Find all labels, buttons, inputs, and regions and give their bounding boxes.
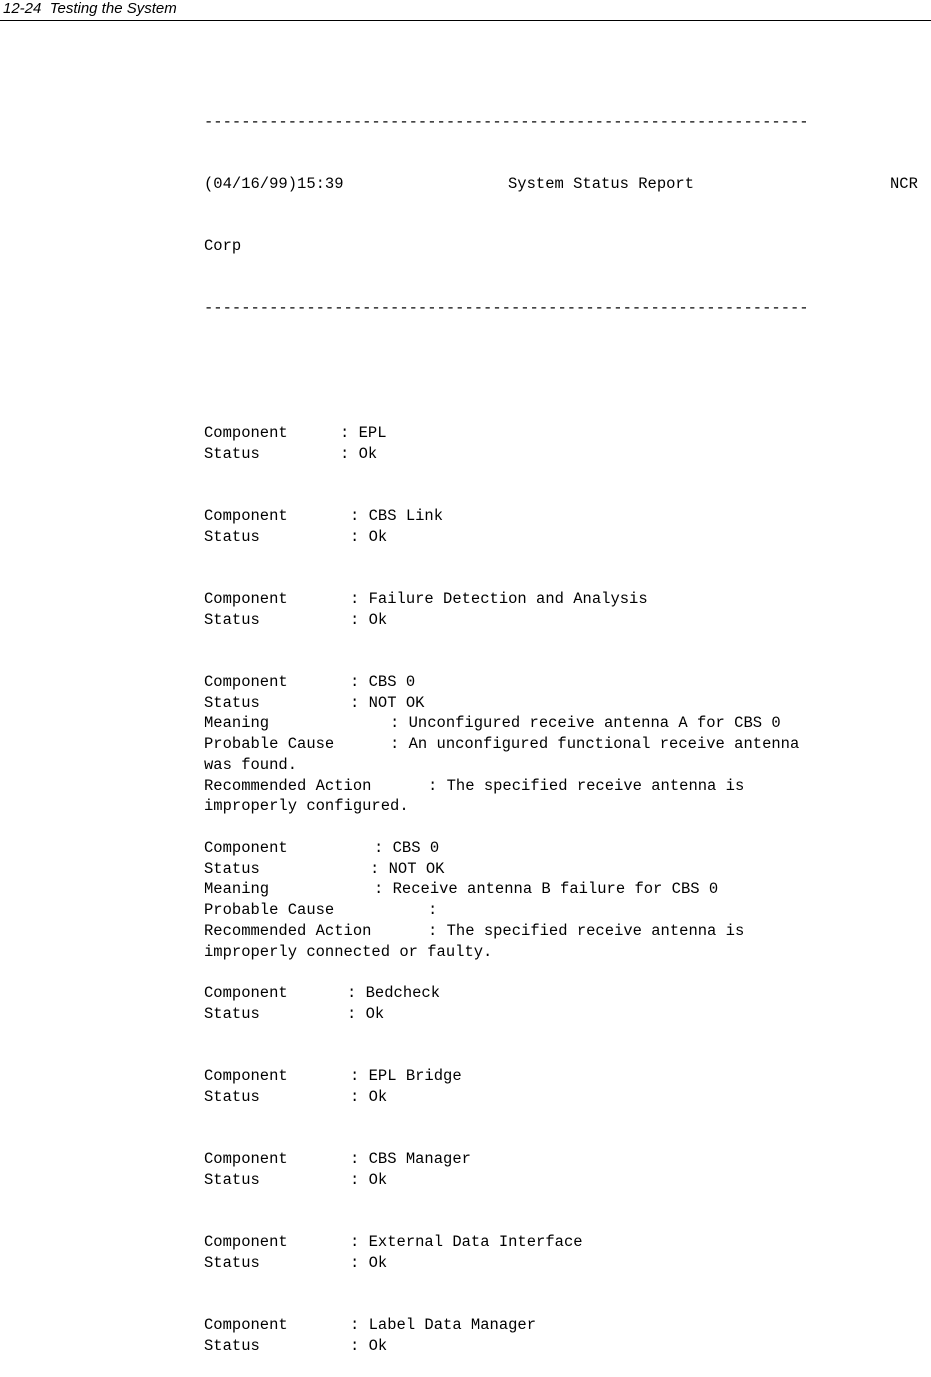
component-field-separator: : EPL bbox=[340, 423, 387, 442]
status-field bbox=[204, 1336, 931, 1357]
status-field bbox=[204, 610, 931, 631]
blank-line bbox=[204, 568, 931, 589]
status-entry bbox=[204, 1149, 931, 1232]
status-field-label: Status bbox=[204, 1087, 260, 1106]
status-field bbox=[204, 1004, 931, 1025]
status-entry bbox=[204, 423, 931, 506]
meaning-field-value: Receive antenna B failure for CBS 0 bbox=[392, 880, 719, 899]
status-field-value: Ok bbox=[368, 610, 388, 629]
component-field-label: Component bbox=[204, 1150, 288, 1168]
probable-cause-field-label: Probable Cause bbox=[204, 735, 335, 753]
status-entry bbox=[204, 1232, 931, 1315]
status-field-separator: : Ok bbox=[340, 444, 378, 463]
status-entry bbox=[204, 983, 931, 1066]
component-field-separator: : Label Data Manager bbox=[350, 1316, 537, 1334]
report-company-continued: Corp bbox=[204, 237, 242, 255]
component-field-value: EPL bbox=[358, 423, 387, 442]
report-entries bbox=[204, 423, 931, 1357]
component-field-label: Component bbox=[204, 589, 288, 608]
component-field-value: Bedcheck bbox=[365, 984, 441, 1002]
status-field-value: Ok bbox=[358, 444, 378, 463]
status-field-value: Ok bbox=[368, 1087, 388, 1106]
component-field bbox=[204, 423, 931, 444]
blank-line bbox=[204, 1191, 931, 1212]
component-field-value: CBS 0 bbox=[368, 672, 416, 691]
status-field-label: Status bbox=[204, 693, 260, 712]
status-field-label: Status bbox=[204, 444, 260, 463]
recommended-action-continued: improperly configured. bbox=[204, 797, 409, 816]
component-field-label: Component bbox=[204, 1233, 288, 1251]
component-field bbox=[204, 589, 931, 610]
recommended-action-field-label: Recommended Action bbox=[204, 921, 372, 940]
probable-cause-field-separator: : bbox=[428, 901, 438, 919]
status-field-separator: : NOT OK bbox=[370, 859, 445, 878]
component-field-label: Component bbox=[204, 838, 288, 857]
status-field bbox=[204, 444, 931, 465]
blank-line bbox=[204, 651, 931, 672]
status-field bbox=[204, 859, 931, 880]
component-field-separator: : CBS 0 bbox=[374, 838, 440, 857]
recommended-action-field-value: The specified receive antenna is bbox=[446, 776, 745, 795]
status-field bbox=[204, 527, 931, 548]
status-entry bbox=[204, 1315, 931, 1357]
page-header-title: 12-24 Testing the System bbox=[3, 0, 177, 17]
status-field-separator: : Ok bbox=[350, 1253, 388, 1272]
status-field-separator: : Ok bbox=[350, 527, 388, 546]
status-field-separator: : Ok bbox=[350, 1336, 388, 1355]
status-field-label: Status bbox=[204, 527, 260, 546]
component-field-label: Component bbox=[204, 506, 288, 525]
blank-line bbox=[204, 1294, 931, 1315]
blank-line bbox=[204, 1211, 931, 1232]
blank-line bbox=[204, 1108, 931, 1129]
status-entry bbox=[204, 1066, 931, 1149]
status-field bbox=[204, 693, 931, 714]
component-field-value: CBS Link bbox=[368, 506, 444, 525]
component-field-value: Failure Detection and Analysis bbox=[368, 589, 648, 608]
blank-line bbox=[204, 630, 931, 651]
status-field bbox=[204, 1170, 931, 1191]
report-divider-top: ----------------------------------------------------------------- bbox=[204, 112, 809, 131]
component-field-value: External Data Interface bbox=[368, 1233, 583, 1251]
component-field-label: Component bbox=[204, 423, 288, 442]
blank-line bbox=[204, 485, 931, 506]
status-field-value: Ok bbox=[365, 1004, 385, 1023]
component-field-separator: : CBS Link bbox=[350, 506, 444, 525]
component-field-value: CBS 0 bbox=[392, 838, 440, 857]
component-field-value: EPL Bridge bbox=[368, 1067, 462, 1085]
recommended-action-field-value: The specified receive antenna is bbox=[446, 921, 745, 940]
status-field-separator: : Ok bbox=[350, 1087, 388, 1106]
status-field-separator: : Ok bbox=[347, 1004, 385, 1023]
recommended-action-continued: improperly connected or faulty. bbox=[204, 942, 493, 961]
status-field-value: NOT OK bbox=[388, 859, 445, 878]
meaning-field-value: Unconfigured receive antenna A for CBS 0 bbox=[408, 714, 781, 733]
status-field-label: Status bbox=[204, 610, 260, 629]
blank-line bbox=[204, 1025, 931, 1046]
probable-cause-continued: was found. bbox=[204, 755, 298, 774]
status-entry bbox=[204, 838, 931, 983]
component-field bbox=[204, 983, 931, 1004]
component-field bbox=[204, 1315, 931, 1336]
recommended-action-field-label: Recommended Action bbox=[204, 776, 372, 795]
meaning-field-separator: : Unconfigured receive antenna A for CBS 0 bbox=[390, 714, 781, 733]
blank-line bbox=[204, 464, 931, 485]
blank-line bbox=[204, 817, 931, 838]
component-field bbox=[204, 506, 931, 527]
component-field-value: CBS Manager bbox=[368, 1150, 471, 1168]
probable-cause-field-label: Probable Cause bbox=[204, 901, 335, 919]
meaning-field-label: Meaning bbox=[204, 714, 270, 733]
component-field-separator: : CBS 0 bbox=[350, 672, 416, 691]
component-field-separator: : EPL Bridge bbox=[350, 1067, 462, 1085]
status-field-separator: : Ok bbox=[350, 610, 388, 629]
component-field-label: Component bbox=[204, 1316, 288, 1334]
component-field-label: Component bbox=[204, 984, 288, 1002]
component-field bbox=[204, 672, 931, 693]
status-field-separator: : NOT OK bbox=[350, 693, 425, 712]
component-field-separator: : Failure Detection and Analysis bbox=[350, 589, 648, 608]
blank-line bbox=[204, 962, 931, 983]
recommended-action-field bbox=[204, 776, 931, 797]
blank-line bbox=[204, 547, 931, 568]
status-field bbox=[204, 1253, 931, 1274]
component-field-separator: : CBS Manager bbox=[350, 1150, 471, 1168]
status-field-value: Ok bbox=[368, 1336, 388, 1355]
report-divider-bottom: ----------------------------------------------------------------- bbox=[204, 299, 809, 318]
status-field-label: Status bbox=[204, 859, 260, 878]
recommended-action-field-separator: : The specified receive antenna is bbox=[428, 921, 745, 940]
status-field-label: Status bbox=[204, 1336, 260, 1355]
component-field bbox=[204, 838, 931, 859]
component-field bbox=[204, 1149, 931, 1170]
component-field bbox=[204, 1066, 931, 1087]
status-field-label: Status bbox=[204, 1004, 260, 1023]
status-entry bbox=[204, 506, 931, 589]
status-field-value: Ok bbox=[368, 527, 388, 546]
report-title: System Status Report bbox=[508, 174, 695, 193]
component-field bbox=[204, 1232, 931, 1253]
system-status-report bbox=[204, 70, 931, 1377]
blank-line bbox=[204, 1274, 931, 1295]
meaning-field-separator: : Receive antenna B failure for CBS 0 bbox=[374, 880, 719, 899]
status-field-value: Ok bbox=[368, 1170, 388, 1189]
probable-cause-field bbox=[204, 734, 931, 755]
probable-cause-field-separator: : An unconfigured functional receive antenna bbox=[390, 735, 800, 753]
recommended-action-field-separator: : The specified receive antenna is bbox=[428, 776, 745, 795]
probable-cause-field-value: An unconfigured functional receive antenna bbox=[408, 735, 800, 753]
meaning-field-label: Meaning bbox=[204, 880, 270, 899]
status-field-value: Ok bbox=[368, 1253, 388, 1272]
recommended-action-field bbox=[204, 921, 931, 942]
status-field-label: Status bbox=[204, 1253, 260, 1272]
probable-cause-field bbox=[204, 900, 931, 921]
blank-line bbox=[204, 361, 931, 382]
component-field-value: Label Data Manager bbox=[368, 1316, 537, 1334]
status-field-separator: : Ok bbox=[350, 1170, 388, 1189]
blank-line bbox=[204, 1128, 931, 1149]
status-field-label: Status bbox=[204, 1170, 260, 1189]
meaning-field bbox=[204, 713, 931, 734]
component-field-label: Component bbox=[204, 672, 288, 691]
status-field-value: NOT OK bbox=[368, 693, 425, 712]
report-title-row bbox=[204, 174, 931, 195]
status-field bbox=[204, 1087, 931, 1108]
component-field-label: Component bbox=[204, 1067, 288, 1085]
report-timestamp: (04/16/99)15:39 bbox=[204, 174, 344, 193]
component-field-separator: : External Data Interface bbox=[350, 1233, 583, 1251]
meaning-field bbox=[204, 879, 931, 900]
report-company: NCR bbox=[890, 174, 918, 193]
component-field-separator: : Bedcheck bbox=[347, 984, 441, 1002]
status-entry bbox=[204, 672, 931, 838]
status-entry bbox=[204, 589, 931, 672]
page-header bbox=[0, 0, 931, 21]
blank-line bbox=[204, 1045, 931, 1066]
